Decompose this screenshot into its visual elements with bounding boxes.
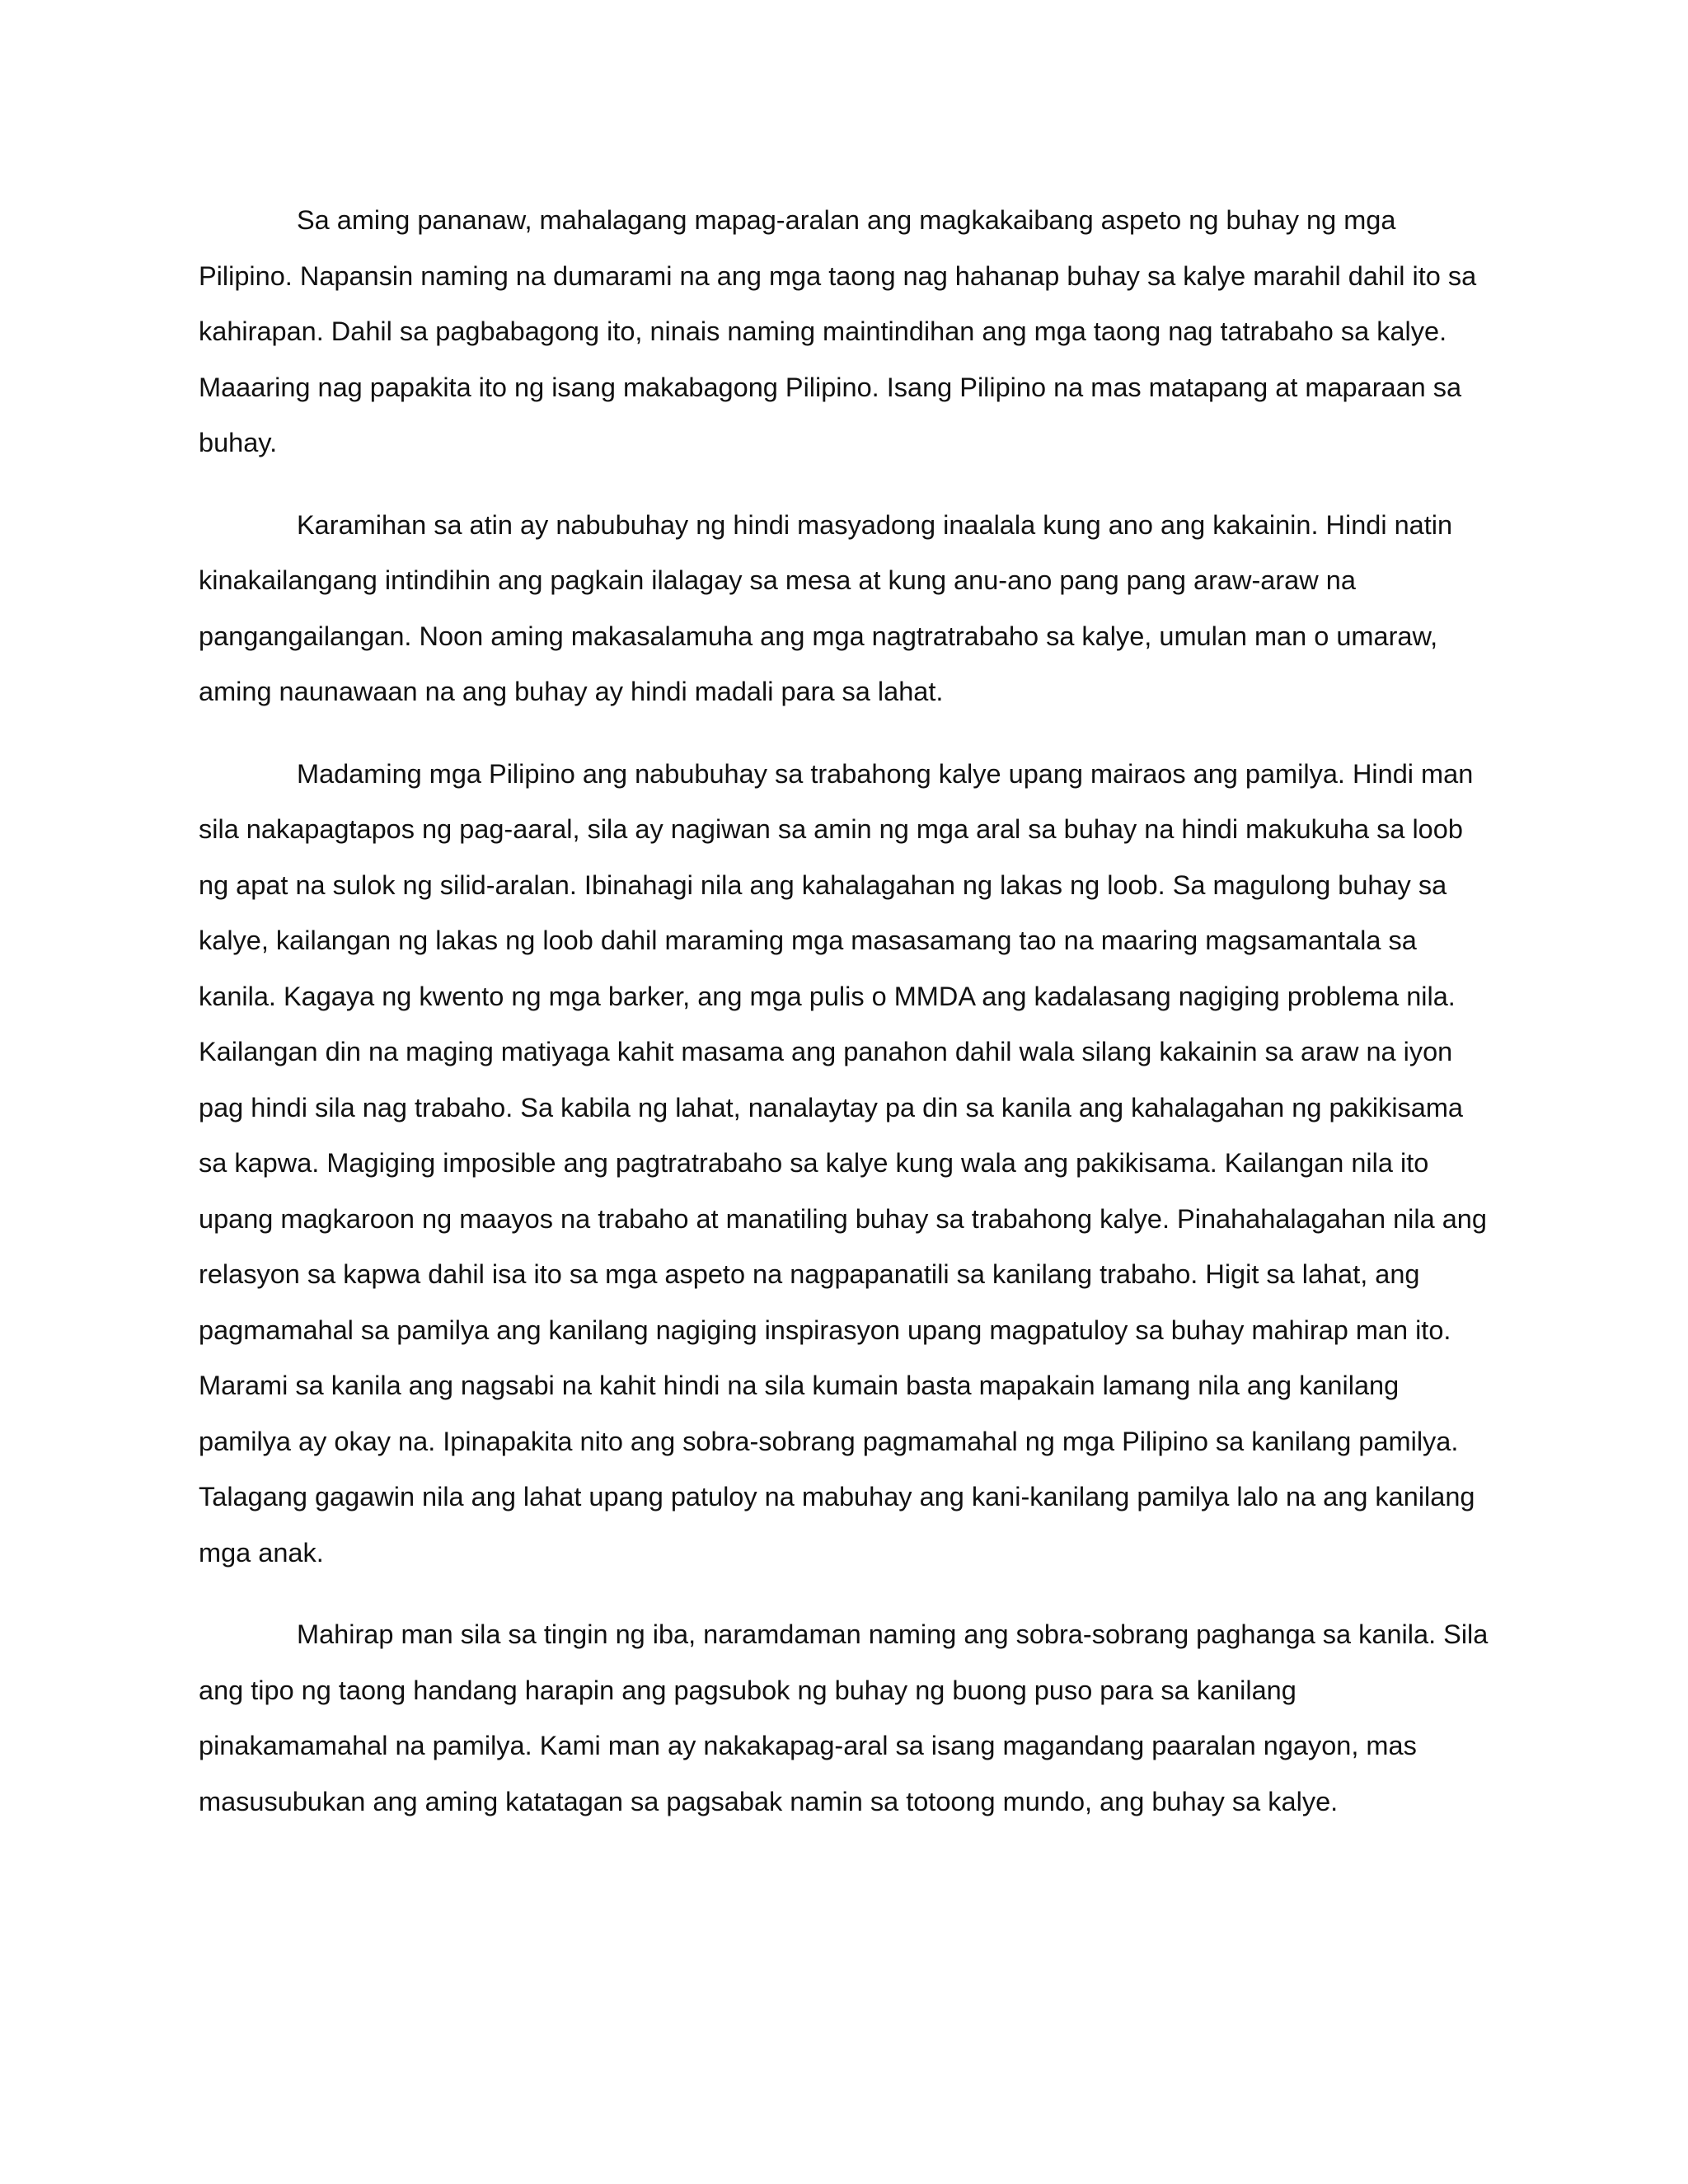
paragraph-conclusion: Mahirap man sila sa tingin ng iba, naramdaman naming ang sobra-sobrang paghanga sa kanila. Sila ang tipo ng taong handang harapin ang pagsubok ng buhay ng buong puso para sa kanilang pinakamamahal na pamilya. Kami man ay nakakapag-aral sa isang magandang paaralan ngayon, mas masusubukan ang aming katatagan sa pagsabak namin sa totoong mundo, ang buhay sa kalye. (199, 1619, 1489, 1816)
document-body (199, 193, 1491, 1856)
paragraph-intro: Sa aming pananaw, mahalagang mapag-aralan ang magkakaibang aspeto ng buhay ng mga Pilipino. Napansin naming na dumarami na ang mga taong nag hahanap buhay sa kalye marahil dahil ito sa kahirapan. Dahil sa pagbabagong ito, ninais naming maintindihan ang mga taong nag tatrabaho sa kalye. Maaaring nag papakita ito ng isang makabagong Pilipino. Isang Pilipino na mas matapang at maparaan sa buhay. (199, 205, 1477, 457)
paragraph-karamihan: Karamihan sa atin ay nabubuhay ng hindi masyadong inaalala kung ano ang kakainin. Hindi natin kinakailangang intindihin ang pagkain ilalagay sa mesa at kung anu-ano pang pang araw-araw na pangangailangan. Noon aming makasalamuha ang mga nagtratrabaho sa kalye, umulan man o umaraw, aming naunawaan na ang buhay ay hindi madali para sa lahat. (199, 509, 1453, 706)
paragraph-madaming: Madaming mga Pilipino ang nabubuhay sa trabahong kalye upang mairaos ang pamilya. Hindi man sila nakapagtapos ng pag-aaral, sila ay nagiwan sa amin ng mga aral sa buhay na hindi makukuha sa loob ng apat na sulok ng silid-aralan. Ibinahagi nila ang kahalagahan ng lakas ng loob. Sa magulong buhay sa kalye, kailangan ng lakas ng loob dahil maraming mga masasamang tao na maaring magsamantala sa kanila. Kagaya ng kwento ng mga barker, ang mga pulis o MMDA ang kadalasang nagiging problema nila. Kailangan din na maging matiyaga kahit masama ang panahon dahil wala silang kakainin sa araw na iyon pag hindi sila nag trabaho. Sa kabila ng lahat, nanalaytay pa din sa kanila ang kahalagahan ng pakikisama sa kapwa. Magiging imposible ang pagtratrabaho sa kalye kung wala ang pakikisama. Kailangan nila ito upang magkaroon ng maayos na trabaho at manatiling buhay sa trabahong kalye. Pinahahalagahan nila ang relasyon sa kapwa dahil isa ito sa mga aspeto na nagpapanatili sa kanilang trabaho. Higit sa lahat, ang pagmamahal sa pamilya ang kanilang nagiging inspirasyon upang magpatuloy sa buhay mahirap man ito. Marami sa kanila ang nagsabi na kahit hindi na sila kumain basta mapakain lamang nila ang kanilang pamilya ay okay na. Ipinapakita nito ang sobra-sobrang pagmamahal ng mga Pilipino sa kanilang pamilya. Talagang gagawin nila ang lahat upang patuloy na mabuhay ang kani-kanilang pamilya lalo na ang kanilang mga anak. (199, 758, 1487, 1568)
